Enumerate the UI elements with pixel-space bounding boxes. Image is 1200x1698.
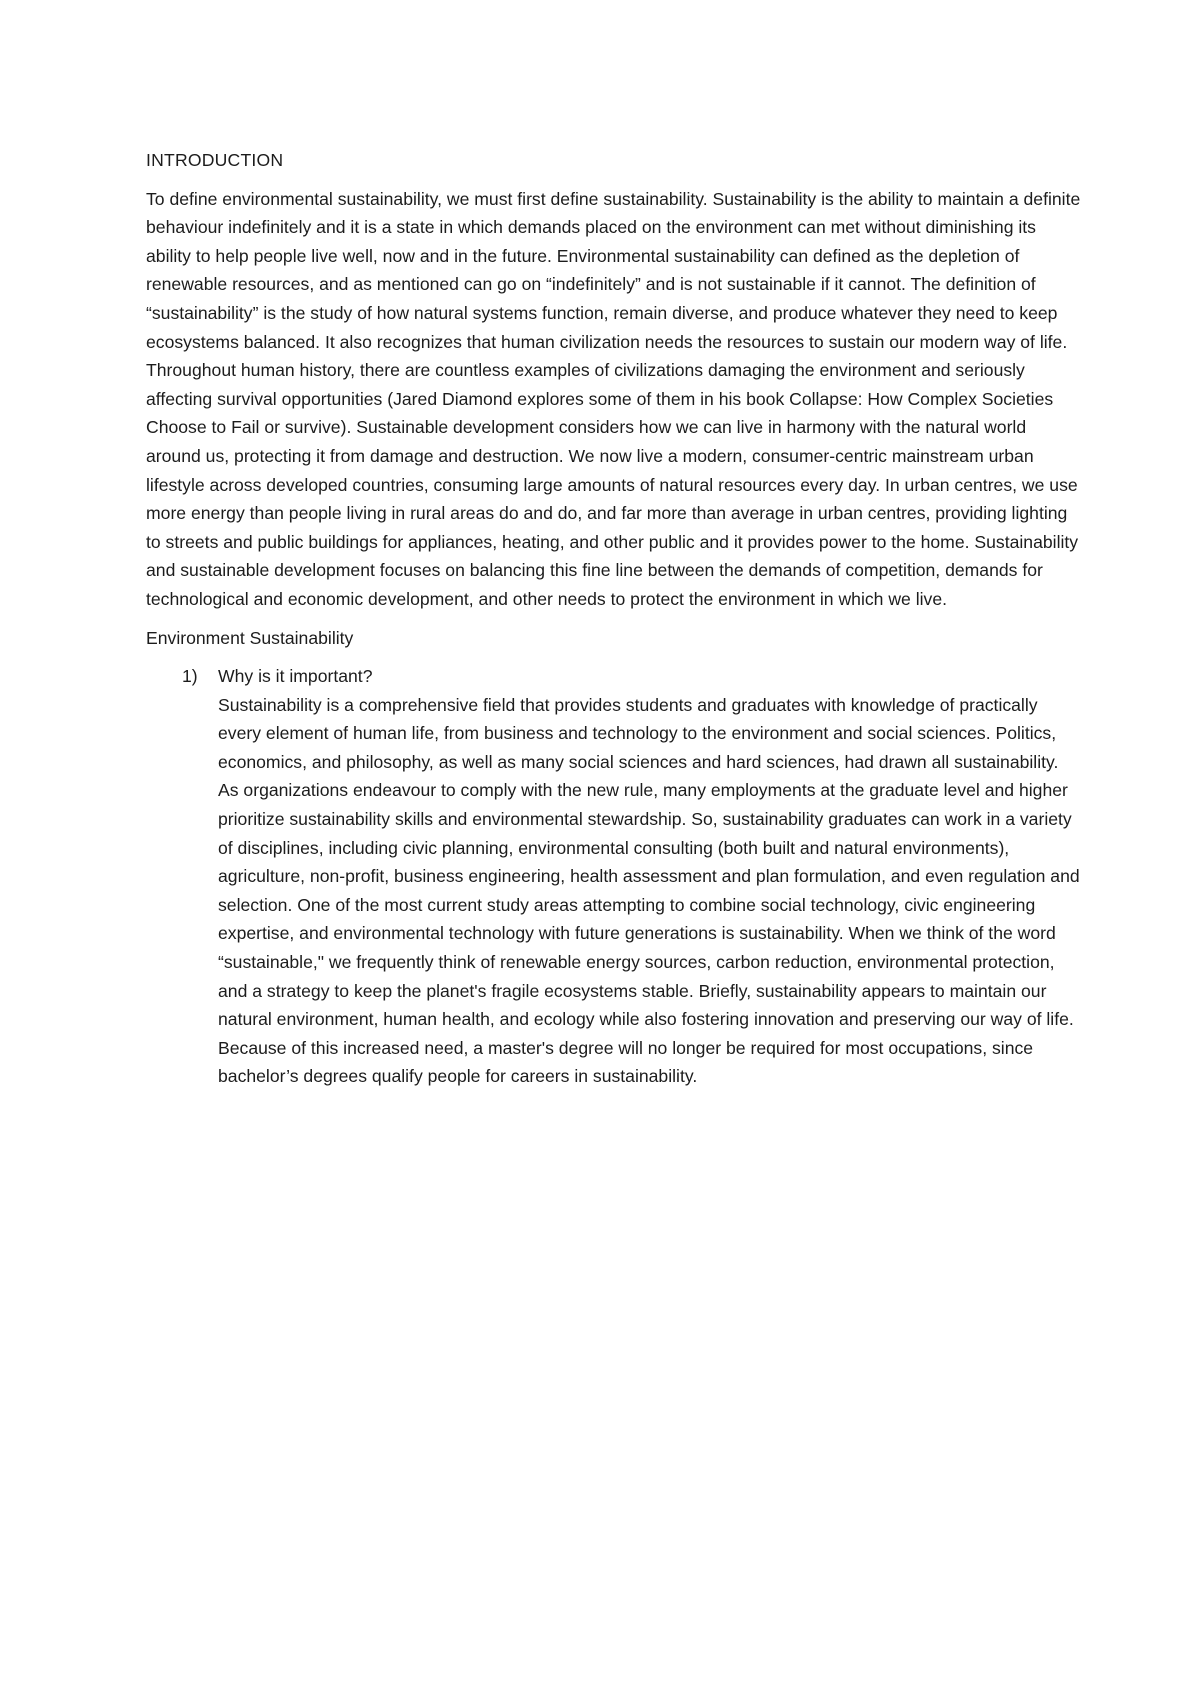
section-heading: Environment Sustainability — [146, 627, 354, 648]
document-body — [146, 146, 1082, 1091]
list-item-question: Why is it important? — [218, 666, 373, 687]
list-item — [146, 662, 1082, 1091]
list-marker: 1) — [182, 666, 198, 687]
list-item-body: Sustainability is a comprehensive field that provides students and graduates with knowledge of practically every element of human life, from business and technology to the environment and social sciences. Politics, economics, and philosophy, as well as many social sciences and hard sciences, had drawn all sustainability. As organizations endeavour to comply with the new rule, many employments at the graduate level and higher prioritize sustainability skills and environmental stewardship. So, sustainability graduates can work in a variety of disciplines, including civic planning, environmental consulting (both built and natural environments), agriculture, non-profit, business engineering, health assessment and plan formulation, and even regulation and selection. One of the most current study areas attempting to combine social technology, civic engineering expertise, and environmental technology with future generations is sustainability. When we think of the word “sustainable," we frequently think of renewable energy sources, carbon reduction, environmental protection, and a strategy to keep the planet's fragile ecosystems stable. Briefly, sustainability appears to maintain our natural environment, human health, and ecology while also fostering innovation and preserving our way of life. Because of this increased need, a master's degree will no longer be required for most occupations, since bachelor’s degrees qualify people for careers in sustainability. — [218, 694, 1080, 1087]
numbered-list — [146, 662, 1082, 1091]
intro-heading: INTRODUCTION — [146, 150, 284, 170]
intro-paragraph: To define environmental sustainability, we must first define sustainability. Sustainability is the ability to maintain a definite behaviour indefinitely and it is a state in which demands placed on the environment can met without diminishing its ability to help people live well, now and in the future. Environmental sustainability can defined as the depletion of renewable resources, and as mentioned can go on “indefinitely” and is not sustainable if it cannot. The definition of “sustainability” is the study of how natural systems function, remain diverse, and produce whatever they need to keep ecosystems balanced. It also recognizes that human civilization needs the resources to sustain our modern way of life. Throughout human history, there are countless examples of civilizations damaging the environment and seriously affecting survival opportunities (Jared Diamond explores some of them in his book Collapse: How Complex Societies Choose to Fail or survive). Sustainable development considers how we can live in harmony with the natural world around us, protecting it from damage and destruction. We now live a modern, consumer-centric mainstream urban lifestyle across developed countries, consuming large amounts of natural resources every day. In urban centres, we use more energy than people living in rural areas do and do, and far more than average in urban centres, providing lighting to streets and public buildings for appliances, heating, and other public and it provides power to the home. Sustainability and sustainable development focuses on balancing this fine line between the demands of competition, demands for technological and economic development, and other needs to protect the environment in which we live. — [146, 188, 1081, 609]
